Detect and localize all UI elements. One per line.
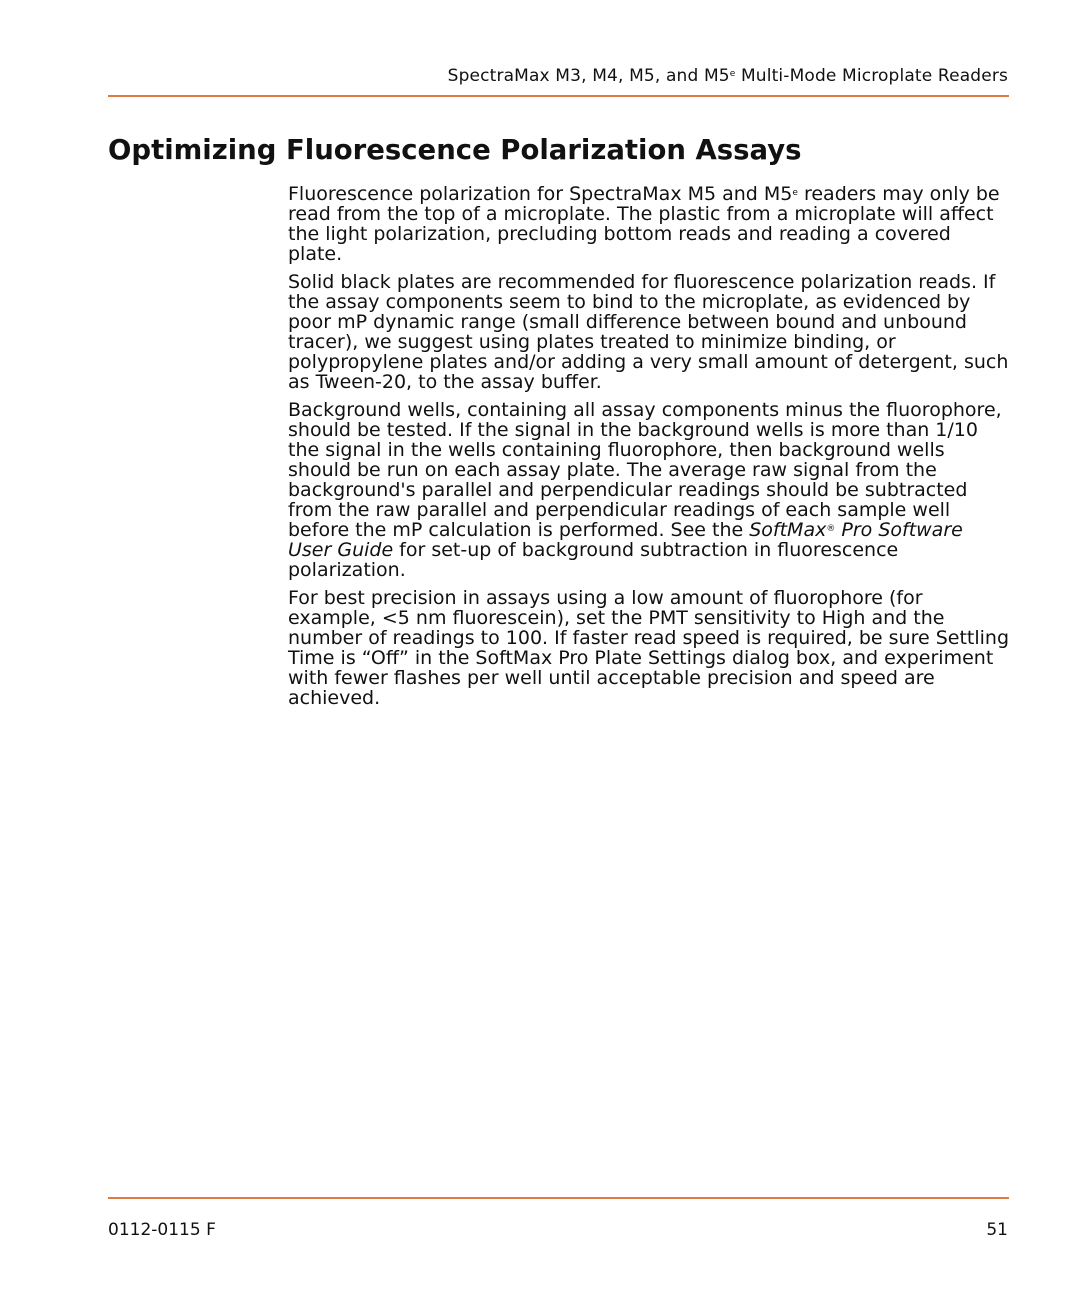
header-title-sup: e bbox=[729, 69, 736, 79]
p3-post: for set-up of background subtraction in fluorescence polarization. bbox=[288, 539, 899, 581]
p3-italic-softmax: SoftMax bbox=[749, 519, 827, 541]
p1-sup: e bbox=[792, 188, 798, 198]
header-title-pre: SpectraMax M3, M4, M5, and M5 bbox=[447, 66, 730, 86]
doc-number: 0112-0115 F bbox=[108, 1220, 216, 1240]
p1-post: readers may only be read from the top of a microplate. The plastic from a microplate will affect the light polarization, precluding bottom reads and reading a covered plate. bbox=[288, 183, 1000, 265]
page-number: 51 bbox=[986, 1220, 1008, 1240]
body-text bbox=[288, 184, 1010, 716]
header-rule bbox=[108, 95, 1009, 97]
footer-rule bbox=[108, 1197, 1009, 1199]
paragraph-4: For best precision in assays using a low amount of fluorophore (for example, <5 nm fluorescein), set the PMT sensitivity to High and the number of readings to 100. If faster read speed is required, be sure Settling Time is “Off” in the SoftMax Pro Plate Settings dialog box, and experiment with fewer flashes per well until acceptable precision and speed are achieved. bbox=[288, 587, 1009, 709]
p3-registered-mark: ® bbox=[826, 524, 836, 534]
paragraph-3 bbox=[288, 400, 1010, 580]
paragraph-1 bbox=[288, 184, 1010, 264]
p3-italic-guide: Pro Software User Guide bbox=[288, 519, 963, 561]
running-header bbox=[448, 66, 1008, 86]
header-title-post: Multi-Mode Microplate Readers bbox=[735, 66, 1008, 86]
p1-pre: Fluorescence polarization for SpectraMax M5 and M5 bbox=[288, 183, 793, 205]
paragraph-2: Solid black plates are recommended for fluorescence polarization reads. If the assay components seem to bind to the microplate, as evidenced by poor mP dynamic range (small difference between bound and unbound tracer), we suggest using plates treated to minimize binding, or polypropylene plates and/or adding a very small amount of detergent, such as Tween-20, to the assay buffer. bbox=[288, 271, 1009, 393]
p3-pre: Background wells, containing all assay components minus the fluorophore, should be tested. If the signal in the background wells is more than 1/10 the signal in the wells containing fluorophore, then background wells should be run on each assay plate. The average raw signal from the background's parallel and perpendicular readings should be subtracted from the raw parallel and perpendicular readings of each sample well before the mP calculation is performed. See the bbox=[288, 399, 1002, 541]
section-title: Optimizing Fluorescence Polarization Assays bbox=[108, 134, 802, 166]
